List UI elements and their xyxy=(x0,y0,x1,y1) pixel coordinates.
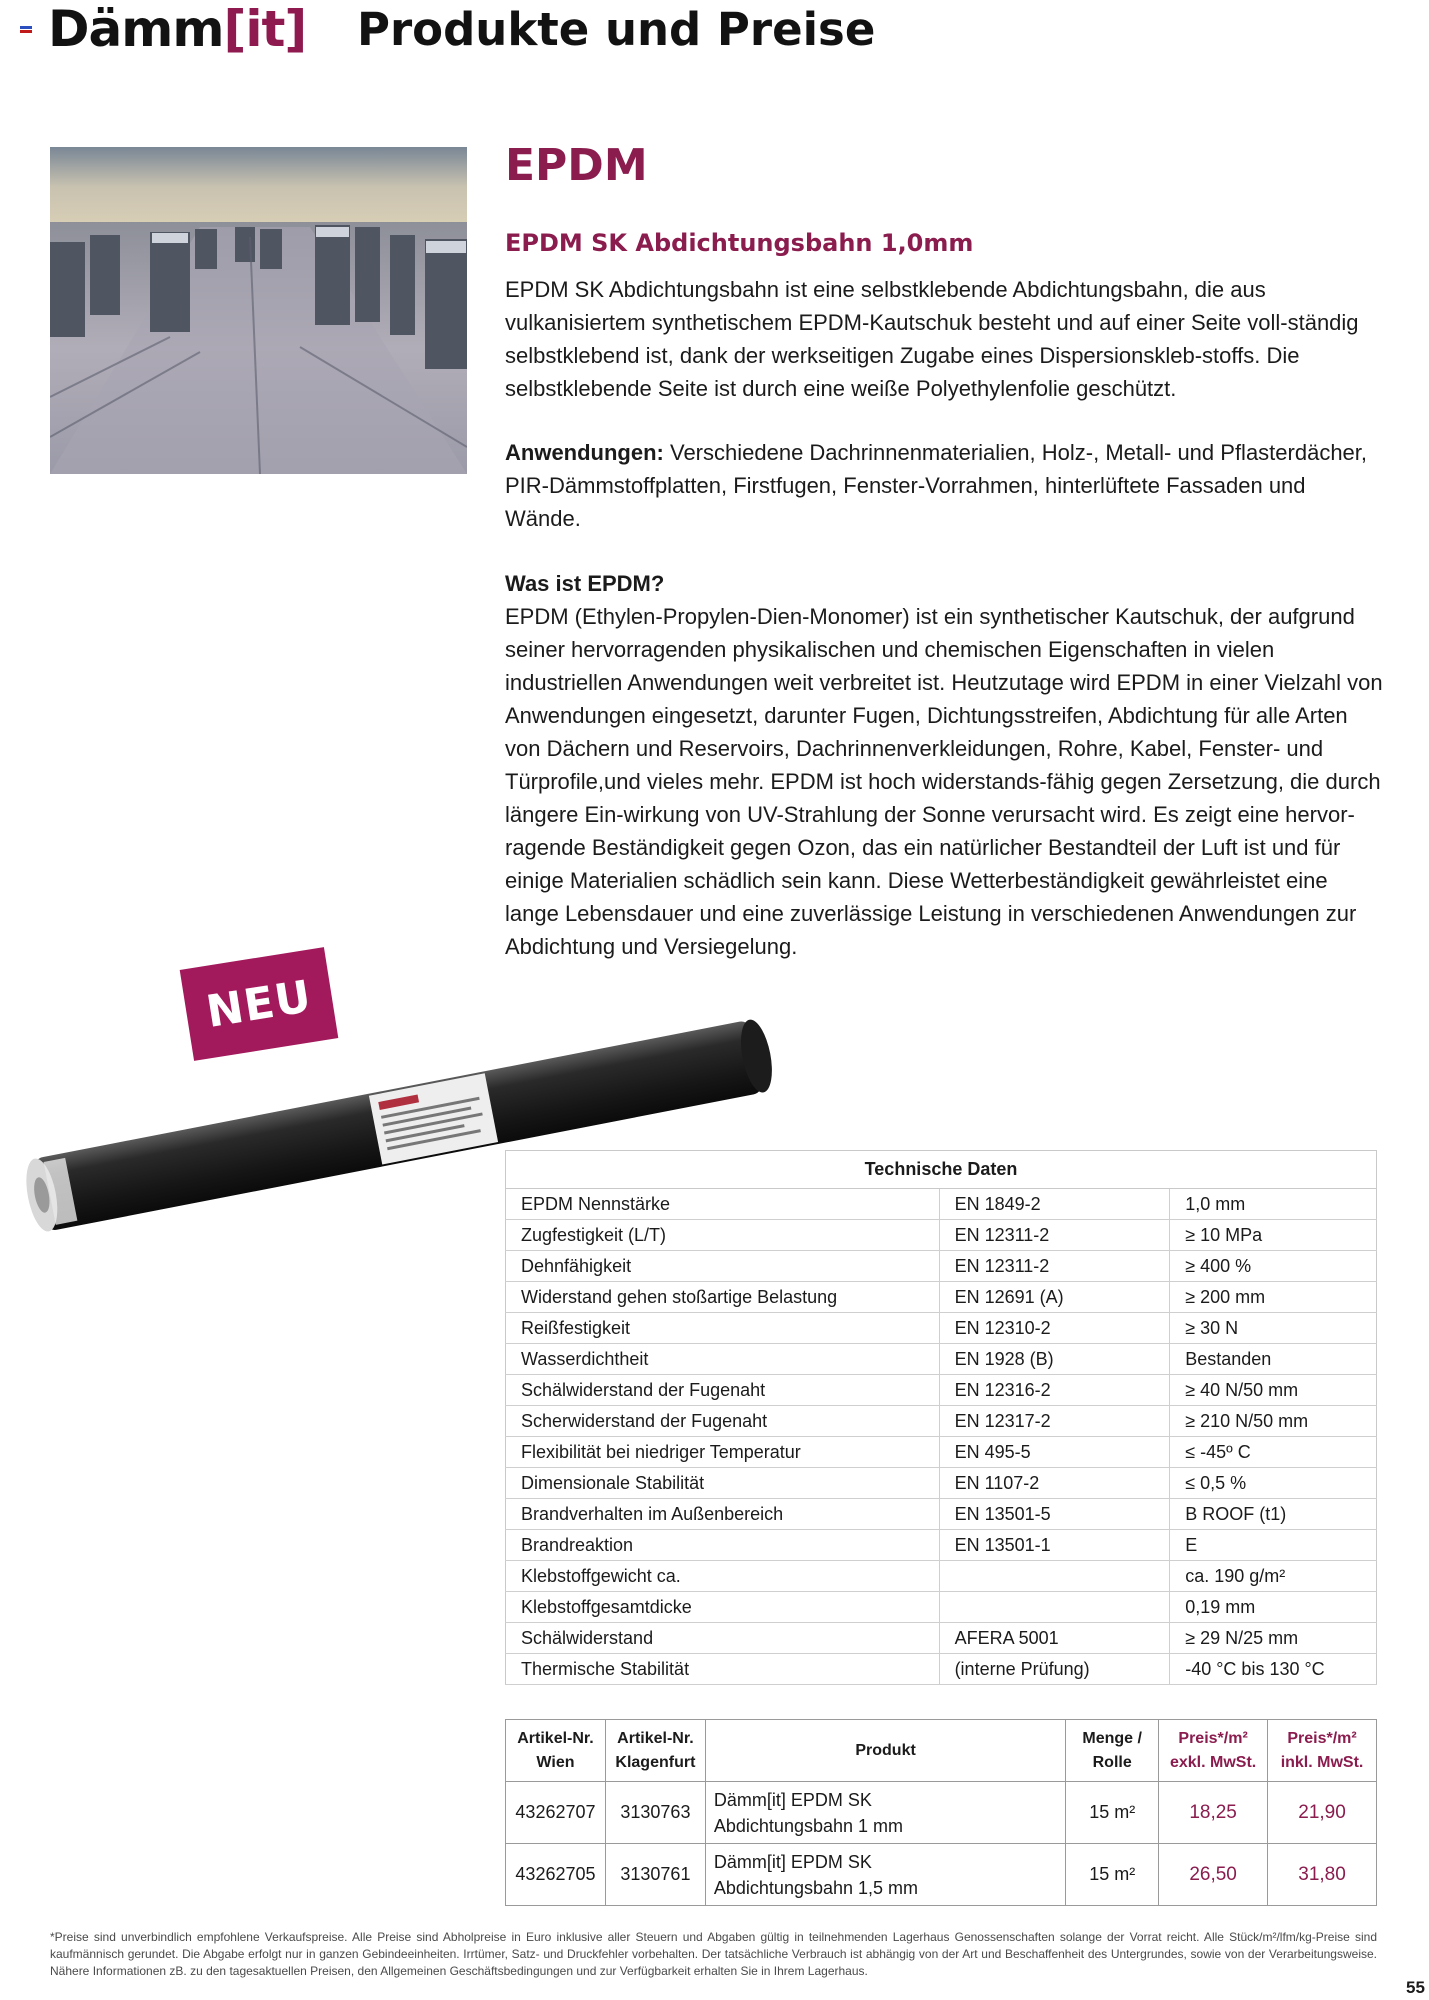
value-cell: ca. 190 g/m² xyxy=(1170,1561,1377,1592)
article-klagenfurt-cell: 3130761 xyxy=(605,1844,705,1906)
page-number: 55 xyxy=(1406,1978,1425,1997)
standard-cell: EN 13501-5 xyxy=(939,1499,1170,1530)
value-cell: E xyxy=(1170,1530,1377,1561)
value-cell: 1,0 mm xyxy=(1170,1189,1377,1220)
technical-data-header-row xyxy=(506,1151,1377,1189)
property-cell: Widerstand gehen stoßartige Belastung xyxy=(506,1282,940,1313)
brand-logo-bracket-close: ] xyxy=(284,0,307,58)
property-cell: Flexibilität bei niedriger Temperatur xyxy=(506,1437,940,1468)
property-cell: Schälwiderstand xyxy=(506,1623,940,1654)
table-row xyxy=(506,1654,1377,1685)
table-row xyxy=(506,1844,1377,1906)
standard-cell xyxy=(939,1592,1170,1623)
page-header xyxy=(0,0,1429,70)
price-excl-cell: 26,50 xyxy=(1159,1844,1268,1906)
standard-cell: AFERA 5001 xyxy=(939,1623,1170,1654)
table-row xyxy=(506,1251,1377,1282)
header-line: Wien xyxy=(536,1753,575,1771)
header-line: Rolle xyxy=(1092,1753,1132,1771)
property-cell: EPDM Nennstärke xyxy=(506,1189,940,1220)
col-header-price-incl xyxy=(1268,1720,1377,1782)
standard-cell xyxy=(939,1561,1170,1592)
product-cell xyxy=(705,1844,1065,1906)
product-subheading: EPDM SK Abdichtungsbahn 1,0mm xyxy=(505,229,974,257)
menu-marker xyxy=(20,26,32,29)
table-row xyxy=(506,1220,1377,1251)
applications-label: Anwendungen: xyxy=(505,440,664,465)
value-cell: ≥ 30 N xyxy=(1170,1313,1377,1344)
value-cell: 0,19 mm xyxy=(1170,1592,1377,1623)
table-row xyxy=(506,1189,1377,1220)
header-line: Preis*/m² xyxy=(1287,1729,1357,1747)
price-incl-cell: 31,80 xyxy=(1268,1844,1377,1906)
table-row xyxy=(506,1313,1377,1344)
table-row xyxy=(506,1592,1377,1623)
product-description: EPDM SK Abdichtungsbahn ist eine selbstklebende Abdichtungsbahn, die aus vulkanisiertem synthetischem EPDM-Kautschuk besteht und auf einer Seite voll-ständig selbstklebend ist, dank der werkseitigen Zugabe eines Dispersionskleb-stoffs. Die selbstklebende Seite ist durch eine weiße Polyethylenfolie geschützt. xyxy=(505,277,1359,401)
price-incl-cell: 21,90 xyxy=(1268,1782,1377,1844)
header-line: Menge / xyxy=(1082,1729,1142,1747)
new-badge-label: NEU xyxy=(202,970,316,1038)
article-wien-cell: 43262707 xyxy=(506,1782,606,1844)
table-row xyxy=(506,1530,1377,1561)
value-cell: -40 °C bis 130 °C xyxy=(1170,1654,1377,1685)
table-row xyxy=(506,1406,1377,1437)
applications-text: Verschiedene Dachrinnenmaterialien, Holz-, Metall- und Pflasterdächer, PIR-Dämmstoffplatten, Firstfugen, Fenster-Vorrahmen, hinterlüftete Fassaden und Wände. xyxy=(505,440,1368,531)
property-cell: Thermische Stabilität xyxy=(506,1654,940,1685)
value-cell: Bestanden xyxy=(1170,1344,1377,1375)
col-header-quantity xyxy=(1066,1720,1159,1782)
value-cell: ≤ -45º C xyxy=(1170,1437,1377,1468)
what-is-epdm-heading: Was ist EPDM? xyxy=(505,571,665,596)
standard-cell: EN 12317-2 xyxy=(939,1406,1170,1437)
value-cell: ≥ 210 N/50 mm xyxy=(1170,1406,1377,1437)
standard-cell: EN 1928 (B) xyxy=(939,1344,1170,1375)
product-name-line: Dämm[it] EPDM SK xyxy=(713,1789,872,1810)
property-cell: Wasserdichtheit xyxy=(506,1344,940,1375)
table-row xyxy=(506,1375,1377,1406)
table-row xyxy=(506,1623,1377,1654)
what-is-epdm-text: EPDM (Ethylen-Propylen-Dien-Monomer) ist ein synthetischer Kautschuk, der aufgrund seiner hervorragenden physikalischen und chemischen Eigenschaften in vielen industriellen Anwendungen weit verbreitet ist. Heutzutage wird EPDM in einer Vielzahl von Anwendungen eingesetzt, darunter Fugen, Dichtungsstreifen, Abdichtung für alle Arten von Dächern und Reservoirs, Dachrinnenverkleidungen, Rohre, Kabel, Fenster- und Türprofile,und vieles mehr. EPDM ist hoch widerstands-fähig gegen Zersetzung, die durch längere Ein-wirkung von UV-Strahlung der Sonne verursacht wird. Es zeigt eine hervor-ragende Beständigkeit gegen Ozon, das ein natürlicher Bestandteil der Luft ist und für einige Materialien schädlich sein kann. Diese Wetterbeständigkeit gewährleistet eine lange Lebensdauer und eine zuverlässige Leistung in verschiedenen Anwendungen zur Abdichtung und Versiegelung. xyxy=(505,604,1383,959)
page-title: Produkte und Preise xyxy=(357,3,876,56)
quantity-cell: 15 m² xyxy=(1066,1844,1159,1906)
table-row xyxy=(506,1437,1377,1468)
property-cell: Brandreaktion xyxy=(506,1530,940,1561)
brand-logo xyxy=(48,0,306,58)
standard-cell: EN 12311-2 xyxy=(939,1220,1170,1251)
standard-cell: EN 12316-2 xyxy=(939,1375,1170,1406)
standard-cell: EN 12311-2 xyxy=(939,1251,1170,1282)
table-row xyxy=(506,1344,1377,1375)
property-cell: Reißfestigkeit xyxy=(506,1313,940,1344)
value-cell: ≥ 40 N/50 mm xyxy=(1170,1375,1377,1406)
brand-logo-main: Dämm xyxy=(48,0,224,58)
value-cell: ≤ 0,5 % xyxy=(1170,1468,1377,1499)
table-row xyxy=(506,1782,1377,1844)
header-line: Artikel-Nr. xyxy=(617,1729,694,1747)
property-cell: Schälwiderstand der Fugenaht xyxy=(506,1375,940,1406)
table-row xyxy=(506,1561,1377,1592)
roof-photo xyxy=(50,147,467,474)
product-cell xyxy=(705,1782,1065,1844)
product-name-line: Abdichtungsbahn 1,5 mm xyxy=(713,1877,919,1898)
menu-marker-accent xyxy=(20,30,32,33)
property-cell: Dehnfähigkeit xyxy=(506,1251,940,1282)
property-cell: Zugfestigkeit (L/T) xyxy=(506,1220,940,1251)
property-cell: Klebstoffgesamtdicke xyxy=(506,1592,940,1623)
standard-cell: EN 1849-2 xyxy=(939,1189,1170,1220)
brand-logo-inner: it xyxy=(245,0,285,58)
quantity-cell: 15 m² xyxy=(1066,1782,1159,1844)
standard-cell: EN 495-5 xyxy=(939,1437,1170,1468)
product-heading: EPDM xyxy=(505,140,648,191)
col-header-article-wien xyxy=(506,1720,606,1782)
standard-cell: EN 12310-2 xyxy=(939,1313,1170,1344)
article-wien-cell: 43262705 xyxy=(506,1844,606,1906)
header-line: Artikel-Nr. xyxy=(517,1729,594,1747)
property-cell: Klebstoffgewicht ca. xyxy=(506,1561,940,1592)
value-cell: ≥ 200 mm xyxy=(1170,1282,1377,1313)
property-cell: Brandverhalten im Außenbereich xyxy=(506,1499,940,1530)
property-cell: Dimensionale Stabilität xyxy=(506,1468,940,1499)
technical-data-title: Technische Daten xyxy=(506,1151,1377,1189)
standard-cell: EN 1107-2 xyxy=(939,1468,1170,1499)
table-row xyxy=(506,1499,1377,1530)
value-cell: ≥ 400 % xyxy=(1170,1251,1377,1282)
brand-logo-bracket-open: [ xyxy=(223,0,246,58)
col-header-product: Produkt xyxy=(705,1720,1065,1782)
property-cell: Scherwiderstand der Fugenaht xyxy=(506,1406,940,1437)
product-name-line: Abdichtungsbahn 1 mm xyxy=(713,1815,904,1836)
price-excl-cell: 18,25 xyxy=(1159,1782,1268,1844)
header-line: exkl. MwSt. xyxy=(1169,1753,1257,1771)
table-row xyxy=(506,1468,1377,1499)
standard-cell: (interne Prüfung) xyxy=(939,1654,1170,1685)
header-line: inkl. MwSt. xyxy=(1280,1753,1364,1771)
col-header-price-excl xyxy=(1159,1720,1268,1782)
price-disclaimer: *Preise sind unverbindlich empfohlene Verkaufspreise. Alle Preise sind Abholpreise in Euro inklusive aller Steuern und Abgaben gültig in teilnehmenden Lagerhaus Genossenschaften solange der Vorrat reicht. Alle Stück/m²/lfm/kg-Preise sind kaufmännisch gerundet. Die Abgabe erfolgt nur in ganzen Gebindeeinheiten. Irrtümer, Satz- und Druckfehler vorbehalten. Der tatsächliche Verbrauch ist abhängig von der Art und Beschaffenheit des Untergrundes, sowie von der Verarbeitungsweise. Nähere Informationen zB. zu den tagesaktuellen Preisen, den Allgemeinen Geschäftsbedingungen und zur Verfügbarkeit erhalten Sie in Ihrem Lagerhaus. xyxy=(50,1930,1377,1978)
applications-paragraph xyxy=(505,436,1385,535)
technical-data-body xyxy=(506,1189,1377,1685)
header-line: Klagenfurt xyxy=(615,1753,696,1771)
col-header-article-klagenfurt xyxy=(605,1720,705,1782)
technical-data-table xyxy=(505,1150,1377,1685)
standard-cell: EN 13501-1 xyxy=(939,1530,1170,1561)
header-line: Preis*/m² xyxy=(1178,1729,1248,1747)
price-header-row xyxy=(506,1720,1377,1782)
product-name-line: Dämm[it] EPDM SK xyxy=(713,1851,872,1872)
value-cell: B ROOF (t1) xyxy=(1170,1499,1377,1530)
article-klagenfurt-cell: 3130763 xyxy=(605,1782,705,1844)
table-row xyxy=(506,1282,1377,1313)
value-cell: ≥ 29 N/25 mm xyxy=(1170,1623,1377,1654)
price-table xyxy=(505,1719,1377,1906)
value-cell: ≥ 10 MPa xyxy=(1170,1220,1377,1251)
standard-cell: EN 12691 (A) xyxy=(939,1282,1170,1313)
